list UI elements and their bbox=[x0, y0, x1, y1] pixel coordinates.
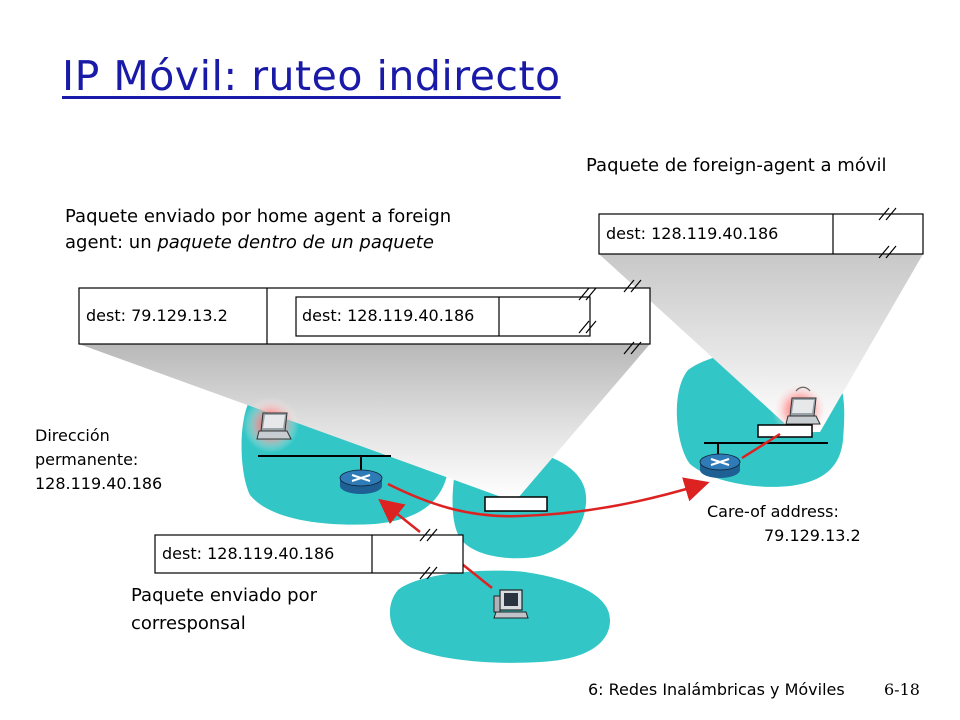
footer-course: 6: Redes Inalámbricas y Móviles bbox=[588, 680, 845, 699]
permanent-address-label-line1: Dirección bbox=[35, 426, 110, 445]
foreign-to-mobile-label: Paquete de foreign-agent a móvil bbox=[586, 155, 887, 176]
foreign-packet-box bbox=[758, 425, 812, 437]
home-to-foreign-label-italic: paquete dentro de un paquete bbox=[157, 232, 434, 253]
permanent-address-label-line2: permanente: bbox=[35, 450, 139, 469]
care-of-address-label: Care-of address: bbox=[707, 502, 839, 521]
care-of-address-value: 79.129.13.2 bbox=[764, 526, 861, 545]
correspondent-label-line2: corresponsal bbox=[131, 613, 246, 634]
laptop-icon bbox=[257, 413, 291, 439]
router-icon bbox=[700, 454, 740, 478]
correspondent-packet-header-text: dest: 128.119.40.186 bbox=[162, 544, 335, 563]
router-icon bbox=[340, 470, 382, 494]
slide-title: IP Móvil: ruteo indirecto bbox=[62, 52, 561, 100]
home-to-foreign-label-line1: Paquete enviado por home agent a foreign bbox=[65, 206, 452, 227]
permanent-address-value: 128.119.40.186 bbox=[35, 474, 163, 493]
home-to-foreign-label-line2 bbox=[65, 231, 434, 255]
home-to-foreign-label-prefix: agent: un bbox=[65, 232, 158, 253]
correspondent-label-line1: Paquete enviado por bbox=[131, 585, 318, 606]
outer-header-text: dest: 79.129.13.2 bbox=[86, 306, 228, 325]
footer-slide-number: 6-18 bbox=[884, 680, 920, 699]
inner-header-text: dest: 128.119.40.186 bbox=[302, 306, 475, 325]
internet-packet-box bbox=[485, 497, 547, 511]
foreign-packet-header-text: dest: 128.119.40.186 bbox=[606, 224, 779, 243]
